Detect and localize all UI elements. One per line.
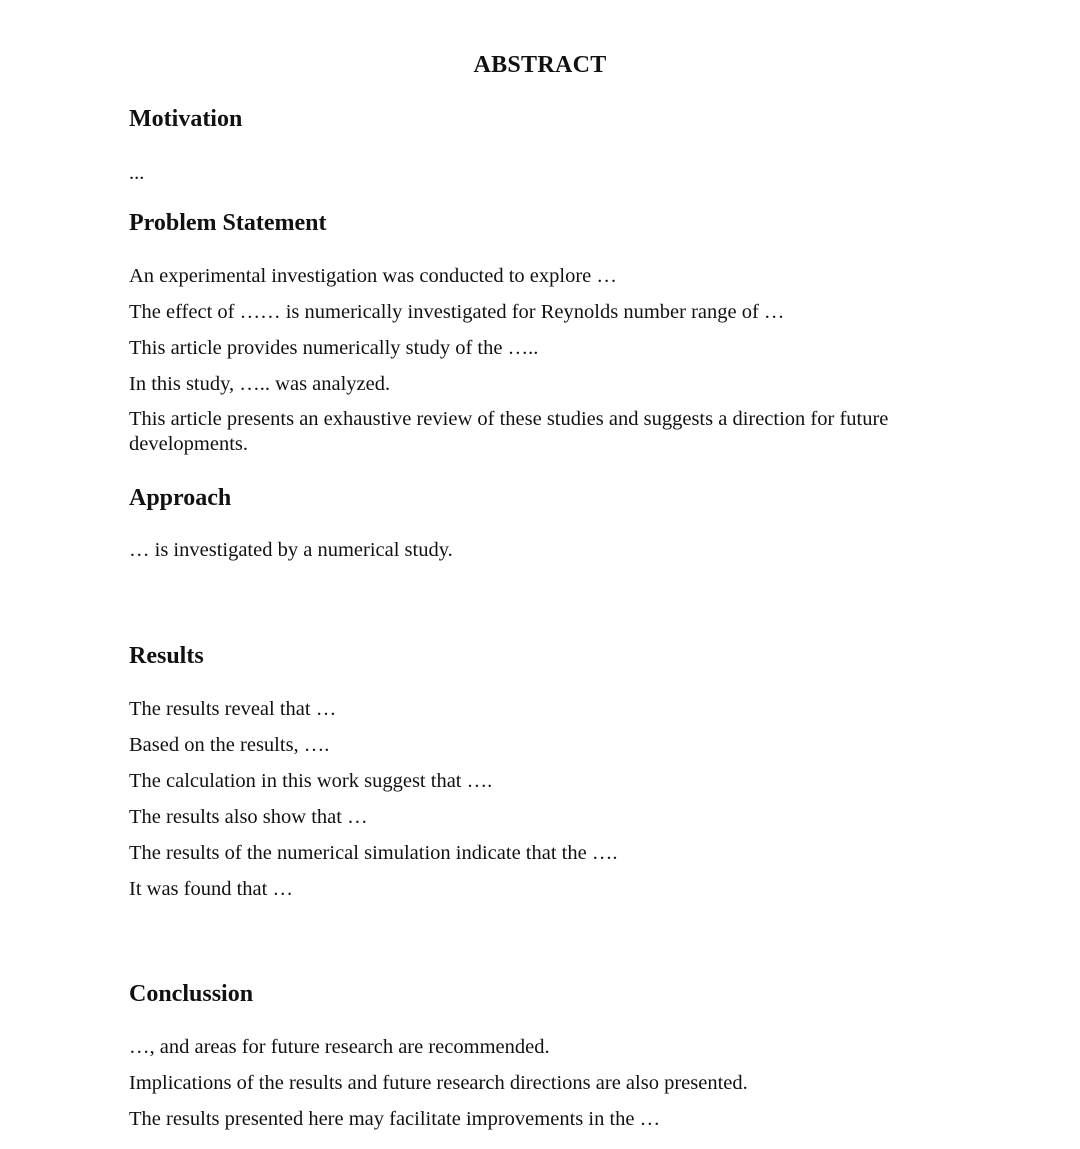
- results-line: The results reveal that …: [129, 698, 337, 720]
- problem-statement-line: The effect of …… is numerically investigated for Reynolds number range of …: [129, 301, 785, 323]
- results-line: Based on the results, ….: [129, 734, 330, 756]
- problem-statement-line: In this study, ….. was analyzed.: [129, 373, 391, 395]
- section-heading-motivation: Motivation: [129, 106, 243, 132]
- results-line: The results of the numerical simulation indicate that the ….: [129, 842, 618, 864]
- section-heading-approach: Approach: [129, 485, 232, 511]
- problem-statement-line: This article presents an exhaustive review of these studies and suggests a direction for future developments.: [129, 408, 889, 455]
- results-line: It was found that …: [129, 878, 293, 900]
- motivation-line: ...: [129, 162, 145, 184]
- conclussion-line: Implications of the results and future research directions are also presented.: [129, 1072, 748, 1094]
- section-heading-results: Results: [129, 643, 204, 669]
- problem-statement-line: An experimental investigation was conducted to explore …: [129, 265, 617, 287]
- problem-statement-line: This article provides numerically study of the …..: [129, 337, 539, 359]
- approach-line: … is investigated by a numerical study.: [129, 539, 453, 561]
- section-heading-problem-statement: Problem Statement: [129, 210, 327, 236]
- conclussion-line: The results presented here may facilitate improvements in the …: [129, 1108, 661, 1130]
- conclussion-line: …, and areas for future research are recommended.: [129, 1036, 550, 1058]
- document-title: ABSTRACT: [473, 52, 607, 78]
- results-line: The results also show that …: [129, 806, 368, 828]
- section-heading-conclussion: Conclussion: [129, 981, 254, 1007]
- results-line: The calculation in this work suggest that ….: [129, 770, 493, 792]
